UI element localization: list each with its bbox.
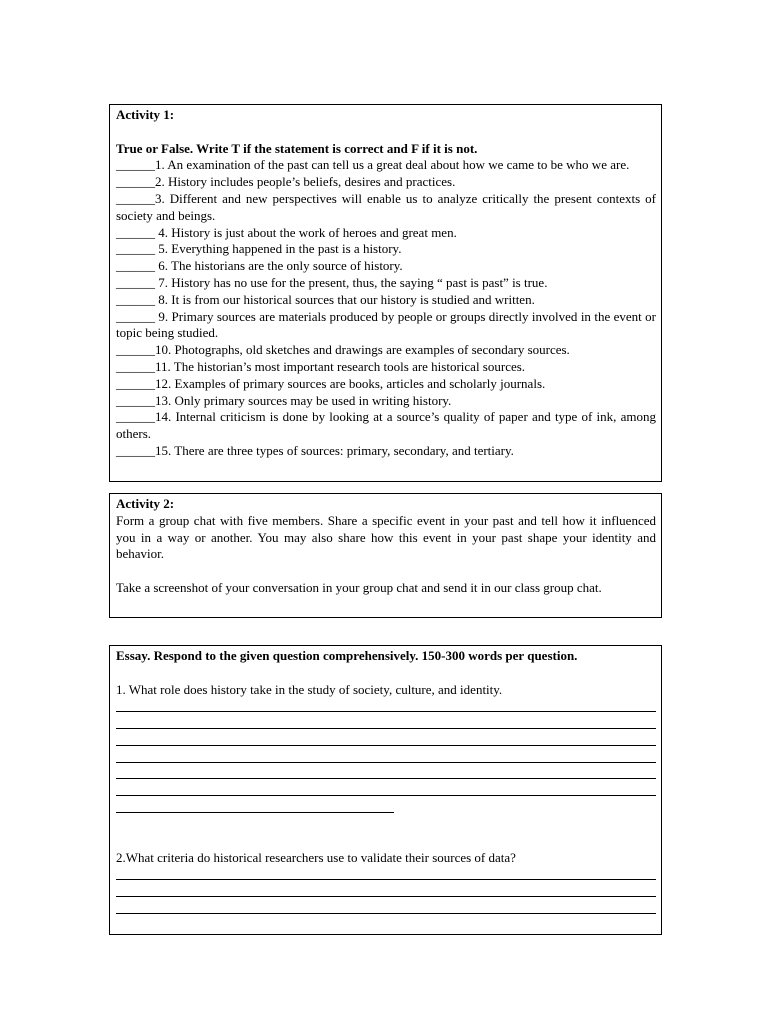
tf-item-4: ______ 4. History is just about the work of heroes and great men. [116,224,457,240]
essay-question-2: 2.What criteria do historical researchers use to validate their sources of data? [116,849,516,865]
tf-item-13: ______13. Only primary sources may be used in writing history. [116,392,452,408]
spacer [116,124,656,141]
activity-2-paragraph-2: Take a screenshot of your conversation in your group chat and send it in our class group chat. [116,579,602,595]
tf-item-2: ______2. History includes people’s beliefs, desires and practices. [116,174,456,190]
activity-2-paragraph-1: Form a group chat with five members. Share a specific event in your past and tell how it influenced you in a way or another. You may also share how this event in your past shape your identity and behavior. [116,512,656,562]
tf-item-3: ______3. Different and new perspectives will enable us to analyze critically the present contexts of society and beings. [116,190,656,223]
essay-question-1: 1. What role does history take in the study of society, culture, and identity. [116,681,503,697]
tf-item-12: ______12. Examples of primary sources are books, articles and scholarly journals. [116,375,546,391]
activity-1-box [109,104,662,482]
answer-line[interactable] [116,883,656,900]
tf-item-11: ______11. The historian’s most important research tools are historical sources. [116,358,526,374]
answer-line[interactable] [116,866,656,883]
tf-item-5: ______ 5. Everything happened in the past is a history. [116,241,402,257]
tf-item-15: ______15. There are three types of sources: primary, secondary, and tertiary. [116,442,514,458]
tf-item-1: ______1. An examination of the past can tell us a great deal about how we came to be who we are. [116,157,630,173]
answer-area-2[interactable] [116,866,656,916]
spacer [116,665,656,682]
spacer [116,816,656,833]
tf-item-8: ______ 8. It is from our historical sources that our history is studied and written. [116,291,535,307]
spacer [116,563,656,580]
spacer [116,833,656,850]
answer-line[interactable] [116,749,656,766]
answer-line[interactable] [116,900,656,917]
answer-line[interactable] [116,715,656,732]
essay-instruction: Essay. Respond to the given question comprehensively. 150-300 words per question. [116,648,578,663]
answer-line[interactable] [116,799,656,816]
answer-line[interactable] [116,698,656,715]
answer-line[interactable] [116,732,656,749]
answer-line[interactable] [116,766,656,783]
essay-box [109,645,662,935]
tf-item-10: ______10. Photographs, old sketches and drawings are examples of secondary sources. [116,342,570,358]
answer-line[interactable] [116,782,656,799]
activity-1-title: Activity 1: [116,107,175,122]
activity-1-instruction: True or False. Write T if the statement is correct and F if it is not. [116,140,478,156]
tf-item-7: ______ 7. History has no use for the present, thus, the saying “ past is past” is true. [116,274,548,290]
tf-item-9: ______ 9. Primary sources are materials produced by people or groups directly involved in the event or topic being studied. [116,308,656,341]
activity-2-box [109,493,662,618]
answer-area-1[interactable] [116,698,656,816]
tf-item-14: ______14. Internal criticism is done by looking at a source’s quality of paper and type of ink, among others. [116,409,656,442]
tf-item-6: ______ 6. The historians are the only source of history. [116,258,403,274]
true-false-list [116,157,656,459]
activity-2-title: Activity 2: [116,496,175,511]
